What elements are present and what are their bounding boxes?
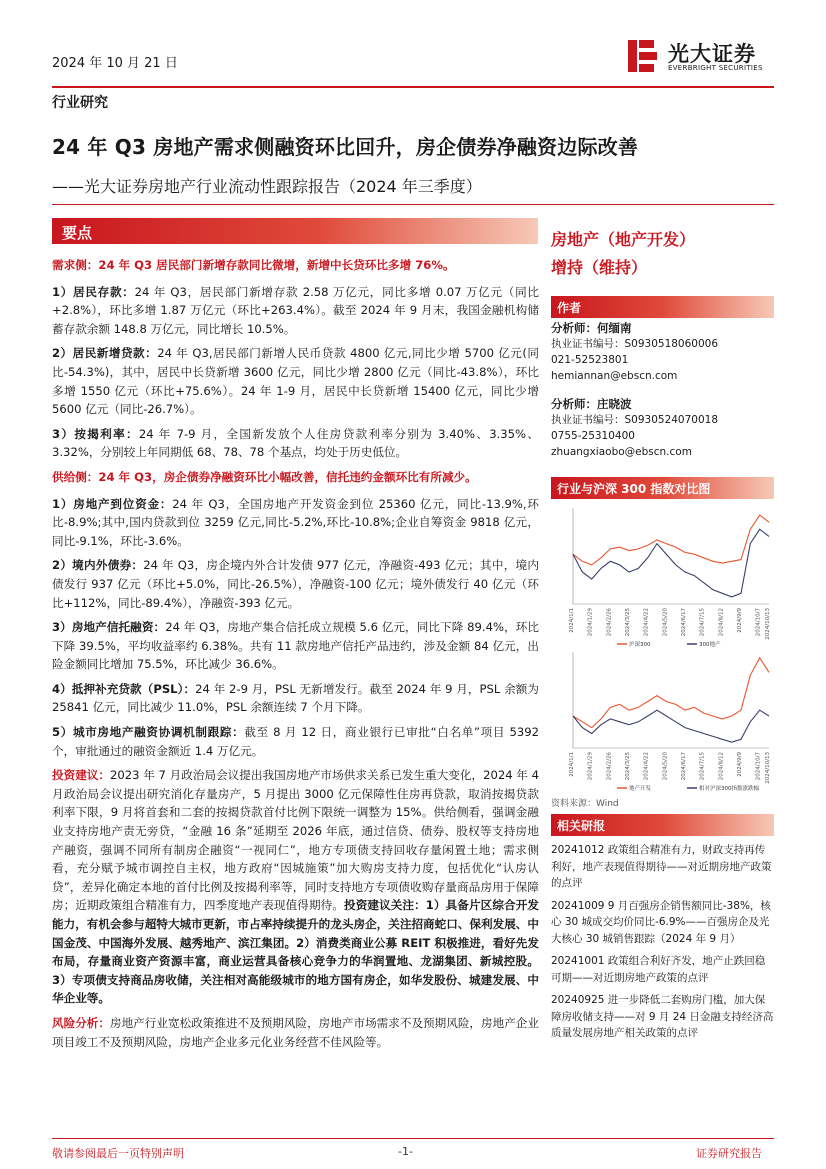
footer-disclaimer[interactable]: 敬请参阅最后一页特别声明 xyxy=(52,1147,184,1160)
invest-label: 投资建议： xyxy=(52,768,111,783)
item-text: 24 年 Q3，居民部门新增存款 2.58 万亿元，同比多增 0.07 万亿元（同比+2.8%），环比多增 1.87 万亿元（环比+263.4%）。截至 2024 年 9 月末，我国金融机构储蓄存款余额 148.8 万亿元，同比增长 10.5%。 xyxy=(52,284,539,336)
x-tick-label: 2024/9/9 xyxy=(737,752,743,777)
analyst-name: 分析师：庄晓波 xyxy=(551,397,632,411)
chart-svg xyxy=(551,500,774,800)
x-tick-label: 2024/2/26 xyxy=(606,608,613,637)
analyst-cert: 执业证书编号：S0930518060006 xyxy=(551,338,719,350)
series-line-1 xyxy=(573,658,769,728)
series-line-1 xyxy=(573,515,769,565)
x-tick-label: 2024/10/13 xyxy=(765,608,771,640)
x-tick-label: 2024/6/17 xyxy=(681,752,687,781)
analyst-name: 分析师：何缅南 xyxy=(551,321,632,335)
item-label: 2）居民新增贷款： xyxy=(52,346,158,361)
analyst-cert: 执业证书编号：S0930524070018 xyxy=(551,414,719,426)
series-line-2 xyxy=(573,529,769,597)
supply-heading: 供给侧：24 年 Q3，房企债券净融资环比小幅改善，信托违约金额环比有所减少。 xyxy=(52,469,477,484)
logo-name: 光大证券 xyxy=(668,42,756,66)
authors-title: 作者 xyxy=(557,301,582,315)
legend-label: 沪深300 xyxy=(629,642,651,648)
chart-bar xyxy=(551,477,774,499)
chart-source: 资料来源：Wind xyxy=(551,799,619,809)
item-text: 24 年 7-9 月，全国新发放个人住房贷款利率分别为 3.40%、3.35%、3.32%，分别较上年同期低 68、78、78 个基点，均处于历史低位。 xyxy=(52,426,539,460)
header-rule xyxy=(52,86,774,88)
logo xyxy=(626,38,660,74)
x-tick-label: 2024/5/20 xyxy=(662,752,669,781)
x-tick-label: 2024/6/17 xyxy=(681,608,687,637)
related-list xyxy=(551,842,774,1042)
x-tick-label: 2024/3/25 xyxy=(625,608,631,637)
invest-text: 2023 年 7 月政治局会议提出我国房地产市场供求关系已发生重大变化，2024 年 4 月政治局会议提出研究消化存量房产，5 月提出 3000 亿元保障性住房再贷款，取消按揭贷款利率下限，9 月将首套和二套的按揭贷款首付比例下限统一调整为 15%。供给侧看，强调金融业支持房地产责无旁贷，“金融 16 条”延期至 2026 年底，通过信贷、债券、股权等支持房地产融资，强调不同所有制房企融资“一视同仁”，地方专项债支持回收存量闲置土地；需求侧看，充分赋予城市调控自主权，地方政府“因城施策”加大购房支持力度，包括优化“认房认贷”，差异化确定本地的首付比例及按揭利率等，同时支持地方专项债收购存量商品房用于保障房；近期政策组合精准有力，四季度地产表现值得期待。 xyxy=(52,768,539,913)
item-label: 5）城市房地产融资协调机制跟踪： xyxy=(52,725,245,740)
legend-label: 300地产 xyxy=(699,642,721,648)
x-tick-label: 2024/1/1 xyxy=(569,608,575,633)
title-rule xyxy=(52,204,774,205)
supply-item xyxy=(52,723,539,760)
x-tick-label: 2024/2/26 xyxy=(606,752,613,781)
supply-item xyxy=(52,618,539,674)
everbright-logo-icon xyxy=(626,38,660,74)
x-tick-label: 2024/5/20 xyxy=(662,608,669,637)
investment-advice xyxy=(52,766,539,1008)
analyst-phone: 0755-25310400 xyxy=(551,430,635,442)
footer-label: 证券研究报告 xyxy=(696,1147,762,1160)
rating: 增持（维持） xyxy=(551,258,648,277)
item-label: 3）按揭利率： xyxy=(52,426,139,441)
related-title: 相关研报 xyxy=(557,819,606,833)
demand-item xyxy=(52,344,539,418)
x-tick-label: 2024/7/15 xyxy=(699,608,706,637)
x-tick-label: 2024/8/12 xyxy=(718,608,725,637)
demand-item xyxy=(52,283,539,339)
key-points-label: 要点 xyxy=(62,224,93,242)
demand-heading: 需求侧：24 年 Q3 居民部门新增存款同比微增，新增中长贷环比多增 76%。 xyxy=(52,258,455,272)
authors-bar xyxy=(551,296,774,318)
x-tick-label: 2024/8/12 xyxy=(718,752,725,781)
index-comparison-charts xyxy=(551,500,774,800)
item-label: 1）居民存款： xyxy=(52,284,135,299)
x-tick-label: 2024/1/29 xyxy=(587,608,594,637)
related-bar xyxy=(551,814,774,836)
analyst-card xyxy=(551,320,774,384)
x-tick-label: 2024/1/1 xyxy=(569,752,575,777)
legend-label: 相对沪深300指数涨跌幅 xyxy=(699,786,759,792)
report-title: 24 年 Q3 房地产需求侧融资环比回升，房企债券净融资边际改善 xyxy=(52,135,639,159)
item-text: 截至 8 月 12 日，商业银行已审批“白名单”项目 5392 个，审批通过的融资金额近 1.4 万亿元。 xyxy=(52,725,539,758)
series-line-2 xyxy=(573,710,769,742)
related-item[interactable]: 20240925 进一步降低二套购房门槛，加大保障房收储支持——对 9 月 24 日金融支持经济高质量发展房地产相关政策的点评 xyxy=(551,994,774,1039)
x-tick-label: 2024/4/22 xyxy=(643,752,650,781)
demand-item xyxy=(52,425,539,462)
analyst-card xyxy=(551,396,774,460)
item-label: 1）房地产到位资金： xyxy=(52,496,173,511)
supply-item xyxy=(52,495,539,551)
item-text: 24 年 Q3，房企境内外合计发债 977 亿元，净融资-493 亿元；其中，境内债发行 937 亿元（环比+5.0%，同比-26.5%），净融资-100 亿元；境外债发行 40 亿元（环比+112%，同比-89.4%），净融资-393 亿元。 xyxy=(52,558,539,610)
main-column xyxy=(52,256,539,1057)
item-label: 2）境内外债券： xyxy=(52,558,144,573)
related-item[interactable]: 20241001 政策组合利好齐发，地产止跌回稳可期——对近期房地产政策的点评 xyxy=(551,955,766,984)
x-tick-label: 2024/4/22 xyxy=(643,608,650,637)
risk-label: 风险分析： xyxy=(52,1015,110,1030)
risk-text: 房地产行业宽松政策推进不及预期风险，房地产市场需求不及预期风险，房地产企业项目竣工不及预期风险，房地产企业多元化业务经营不佳风险等。 xyxy=(52,1015,539,1049)
sector-block xyxy=(551,226,774,282)
logo-english: EVERBRIGHT SECURITIES xyxy=(668,64,763,72)
x-tick-label: 2024/1/29 xyxy=(587,752,594,781)
x-tick-label: 2024/9/9 xyxy=(737,608,743,633)
x-tick-label: 2024/7/15 xyxy=(699,752,706,781)
x-tick-label: 2024/10/7 xyxy=(755,752,762,781)
page-number: -1- xyxy=(398,1145,413,1158)
supply-item xyxy=(52,556,539,612)
item-label: 3）房地产信托融资： xyxy=(52,620,166,635)
chart-title: 行业与沪深 300 指数对比图 xyxy=(557,482,711,496)
item-text: 24 年 Q3，全国房地产开发资金到位 25360 亿元，同比-13.9%,环比-8.9%;其中,国内贷款到位 3259 亿元,同比-5.2%,环比-10.8%;企业自筹资金 9818 亿元，同比-9.1%，环比-3.6%。 xyxy=(52,496,540,548)
related-item[interactable]: 20241009 9 月百强房企销售额同比-38%，核心 30 城成交均价同比-6.9%——百强房企及光大核心 30 城销售跟踪（2024 年 9 月） xyxy=(551,899,771,945)
analyst-email[interactable]: zhuangxiaobo@ebscn.com xyxy=(551,446,692,458)
report-category: 行业研究 xyxy=(52,95,108,111)
legend-label: 地产开发 xyxy=(629,786,652,792)
invest-bold: 投资建议关注：1）具备片区综合开发能力，有机会参与超特大城市更新，市占率持续提升的龙头房企，关注招商蛇口、保利发展、中国金茂、中国海外发展、越秀地产、滨江集团。2）消费类商业公募 REIT 积极推进，看好先发布局，存量商业资产资源丰富，商业运营具备核心竞争力的华润置地、龙湖集团、新城控股。3）专项债支持商品房收储，关注相对高能级城市的地方国有房企，如华发股份、城建发展、中华企业等。 xyxy=(52,898,539,1006)
supply-item xyxy=(52,680,539,717)
analyst-email[interactable]: hemiannan@ebscn.com xyxy=(551,370,678,382)
sector-name: 房地产（地产开发） xyxy=(551,230,696,249)
footer-rule xyxy=(52,1138,774,1139)
item-text: 24 年 Q3，房地产集合信托成立规模 5.6 亿元，同比下降 89.4%，环比下降 39.5%，平均收益率约 6.38%。共有 11 款房地产信托产品违约，涉及金额 84 亿元，出险金额同比增加 75.5%，环比减少 36.6%。 xyxy=(52,620,540,672)
x-tick-label: 2024/10/7 xyxy=(755,608,762,637)
report-subtitle: ——光大证券房地产行业流动性跟踪报告（2024 年三季度） xyxy=(52,177,482,196)
item-label: 4）抵押补充贷款（PSL）： xyxy=(52,681,196,696)
x-tick-label: 2024/10/13 xyxy=(765,752,771,784)
related-item[interactable]: 20241012 政策组合精准有力，财政支持再传利好，地产表现值得期待——对近期房地产政策的点评 xyxy=(551,844,772,889)
item-text: 24 年 2-9 月，PSL 无新增发行。截至 2024 年 9 月，PSL 余额为 25841 亿元，同比减少 11.0%，PSL 余额连续 7 个月下降。 xyxy=(52,681,539,715)
x-tick-label: 2024/3/25 xyxy=(625,752,631,781)
analyst-phone: 021-52523801 xyxy=(551,354,629,366)
risk-analysis xyxy=(52,1014,539,1051)
report-date: 2024 年 10 月 21 日 xyxy=(52,56,178,71)
key-points-banner xyxy=(52,218,538,244)
item-text: 24 年 Q3,居民部门新增人民币贷款 4800 亿元,同比少增 5700 亿元(同比-54.3%)，其中，居民中长贷新增 3600 亿元，同比少增 2800 亿元（同比-43.8%），环比多增 1550 亿元（环比+75.6%）。24 年 1-9 月，居民中长贷新增 15400 亿元，同比少增 5600 亿元（同比-26.7%）。 xyxy=(52,346,539,417)
